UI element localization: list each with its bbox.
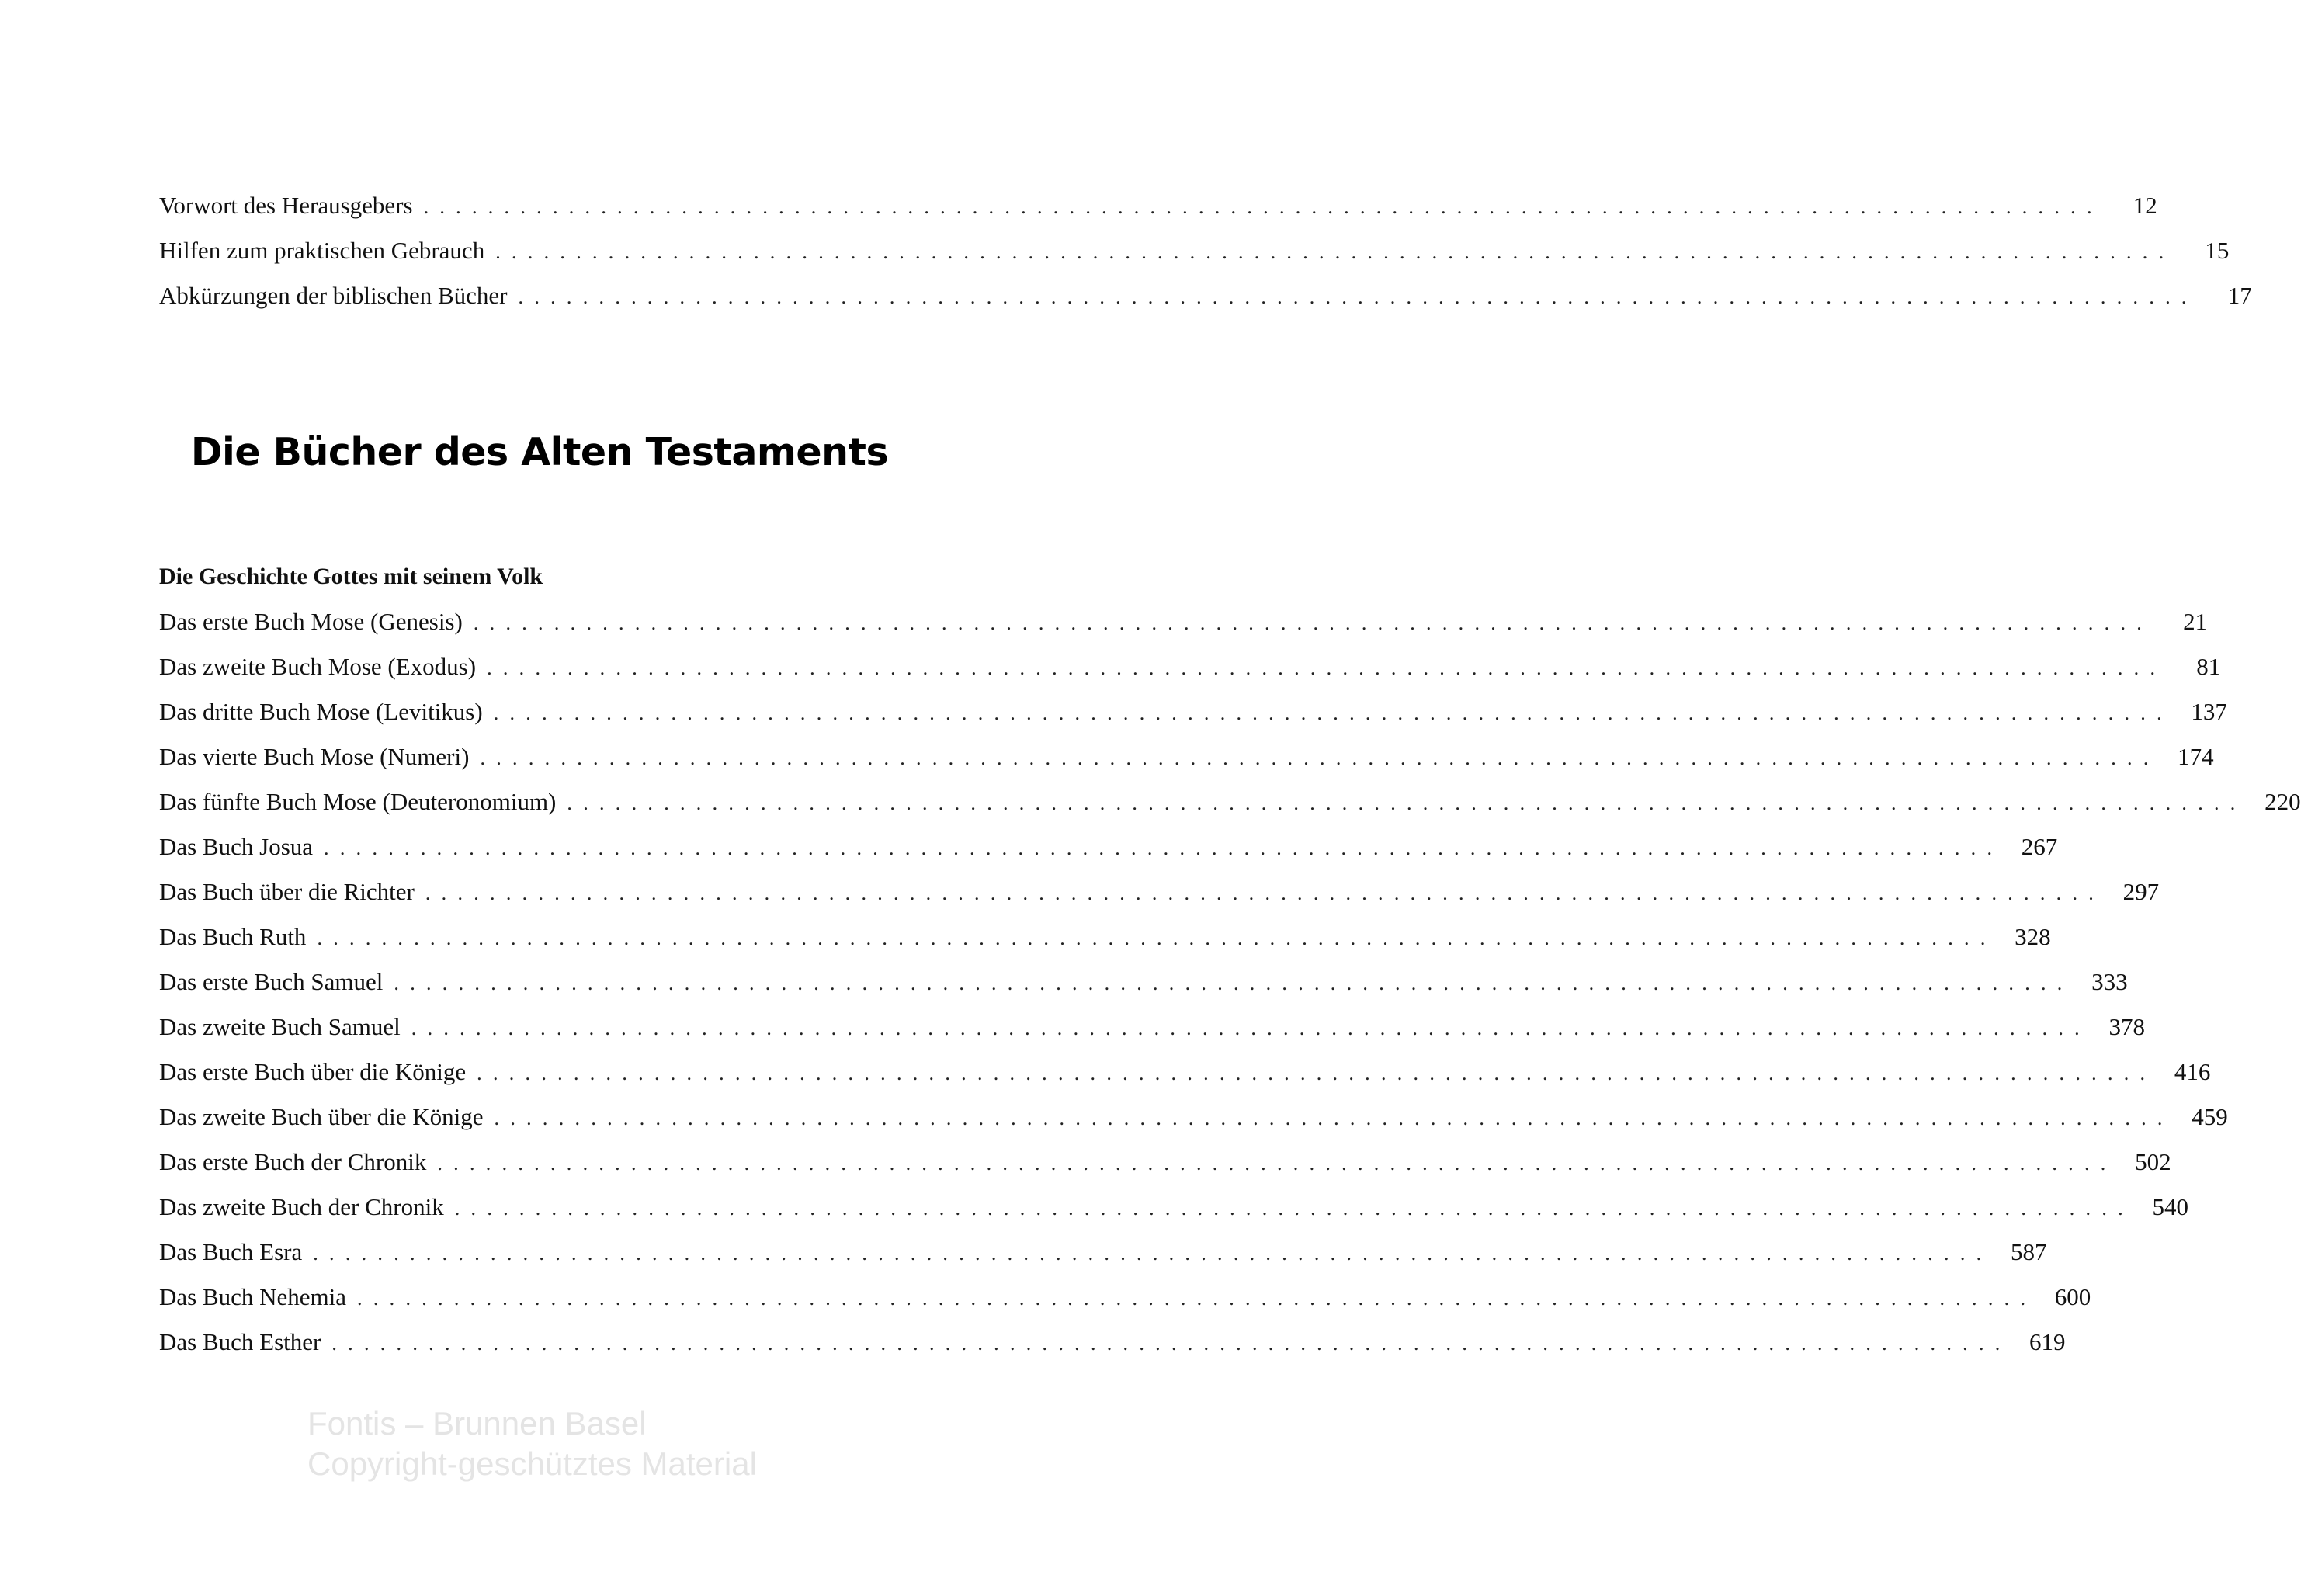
toc-entry-title: Das erste Buch Mose (Genesis): [159, 608, 463, 635]
dot-leader: ........................................................................................................: [567, 792, 2247, 814]
toc-entry-list: [159, 599, 2301, 1365]
toc-entry[interactable]: [159, 1185, 2188, 1230]
copyright-watermark: [307, 1403, 757, 1484]
dot-leader: ........................................................................................................: [313, 1242, 1993, 1265]
toc-entry-title: Das dritte Buch Mose (Levitikus): [159, 698, 483, 725]
toc-entry[interactable]: [159, 1140, 2171, 1185]
toc-entry-page: 416: [2174, 1058, 2211, 1085]
toc-entry[interactable]: [159, 1004, 2145, 1050]
toc-entry-title: Das fünfte Buch Mose (Deuteronomium): [159, 788, 557, 815]
toc-entry-page: 619: [2029, 1328, 2066, 1355]
toc-entry-title: Das zweite Buch über die Könige: [159, 1103, 484, 1130]
toc-entry[interactable]: [159, 734, 2214, 779]
toc-entry[interactable]: [159, 779, 2301, 824]
toc-entry[interactable]: [159, 869, 2160, 914]
section-heading: Die Bücher des Alten Testaments: [190, 430, 889, 474]
toc-entry[interactable]: [159, 1275, 2091, 1320]
toc-entry-page: 81: [2196, 653, 2221, 680]
toc-entry-title: Das erste Buch über die Könige: [159, 1058, 467, 1085]
toc-entry-page: 21: [2183, 608, 2208, 635]
toc-entry-title: Das erste Buch der Chronik: [159, 1148, 427, 1175]
dot-leader: ........................................................................................................: [493, 702, 2173, 724]
toc-entry[interactable]: [159, 599, 2208, 644]
watermark-line-copyright: Copyright-geschütztes Material: [307, 1445, 757, 1482]
front-matter-toc: [159, 183, 2252, 318]
toc-entry[interactable]: [159, 1050, 2211, 1095]
toc-entry[interactable]: [159, 644, 2221, 689]
toc-entry[interactable]: [159, 914, 2051, 959]
dot-leader: ........................................................................................................: [480, 747, 2160, 769]
toc-entry-page: 459: [2192, 1103, 2228, 1130]
toc-entry-page: 600: [2054, 1283, 2091, 1310]
toc-entry-title: Abkürzungen der biblischen Bücher: [159, 282, 508, 309]
dot-leader: ........................................................................................................: [423, 196, 2103, 218]
toc-entry-title: Das Buch Ruth: [159, 923, 307, 950]
toc-entry-page: 137: [2191, 698, 2227, 725]
dot-leader: ........................................................................................................: [495, 241, 2175, 263]
toc-entry-title: Hilfen zum praktischen Gebrauch: [159, 237, 485, 264]
toc-entry-page: 220: [2265, 788, 2301, 815]
toc-entry[interactable]: [159, 959, 2128, 1004]
dot-leader: ........................................................................................................: [473, 612, 2154, 634]
dot-leader: ........................................................................................................: [518, 286, 2198, 308]
toc-entry-title: Das Buch Nehemia: [159, 1283, 347, 1310]
toc-entry-page: 267: [2021, 833, 2058, 860]
toc-entry[interactable]: [159, 273, 2252, 318]
toc-entry[interactable]: [159, 1230, 2047, 1275]
old-testament-toc: [159, 554, 2301, 1365]
toc-entry[interactable]: [159, 1320, 2066, 1365]
toc-entry-page: 502: [2135, 1148, 2171, 1175]
toc-entry-title: Das zweite Buch der Chronik: [159, 1193, 444, 1220]
dot-leader: ........................................................................................................: [425, 882, 2105, 904]
toc-entry-title: Das Buch Esther: [159, 1328, 321, 1355]
toc-entry-page: 328: [2015, 923, 2051, 950]
dot-leader: ........................................................................................................: [487, 657, 2167, 679]
toc-entry-page: 587: [2010, 1238, 2047, 1265]
subsection-heading: Die Geschichte Gottes mit seinem Volk: [159, 564, 543, 589]
toc-entry-title: Das zweite Buch Samuel: [159, 1013, 401, 1040]
dot-leader: ........................................................................................................: [494, 1107, 2174, 1129]
toc-entry-page: 297: [2122, 878, 2160, 905]
toc-entry[interactable]: [159, 1095, 2228, 1140]
toc-entry-title: Das Buch Esra: [159, 1238, 303, 1265]
toc-entry-title: Das vierte Buch Mose (Numeri): [159, 743, 470, 770]
toc-entry-page: 12: [2133, 192, 2157, 219]
toc-entry[interactable]: [159, 824, 2058, 869]
toc-entry[interactable]: [159, 689, 2227, 734]
dot-leader: ........................................................................................................: [331, 1332, 2011, 1355]
dot-leader: ........................................................................................................: [324, 837, 2004, 859]
toc-entry-title: Das Buch Josua: [159, 833, 314, 860]
toc-entry[interactable]: [159, 228, 2230, 273]
toc-entry[interactable]: [159, 183, 2157, 228]
toc-entry-title: Das Buch über die Richter: [159, 878, 415, 905]
toc-entry-page: 17: [2227, 282, 2252, 309]
dot-leader: ........................................................................................................: [394, 972, 2074, 994]
dot-leader: ........................................................................................................: [317, 927, 1997, 949]
toc-entry-page: 540: [2152, 1193, 2188, 1220]
toc-entry-page: 378: [2108, 1013, 2145, 1040]
toc-entry-page: 333: [2091, 968, 2128, 995]
dot-leader: ........................................................................................................: [411, 1017, 2091, 1039]
toc-entry-title: Das erste Buch Samuel: [159, 968, 384, 995]
dot-leader: ........................................................................................................: [437, 1152, 2117, 1174]
dot-leader: ........................................................................................................: [357, 1287, 2037, 1310]
toc-entry-title: Vorwort des Herausgebers: [159, 192, 413, 219]
toc-entry-title: Das zweite Buch Mose (Exodus): [159, 653, 477, 680]
dot-leader: ........................................................................................................: [454, 1197, 2134, 1220]
toc-entry-page: 174: [2178, 743, 2214, 770]
toc-entry-page: 15: [2205, 237, 2230, 264]
dot-leader: ........................................................................................................: [477, 1062, 2157, 1084]
watermark-line-publisher: Fontis – Brunnen Basel: [307, 1405, 647, 1442]
